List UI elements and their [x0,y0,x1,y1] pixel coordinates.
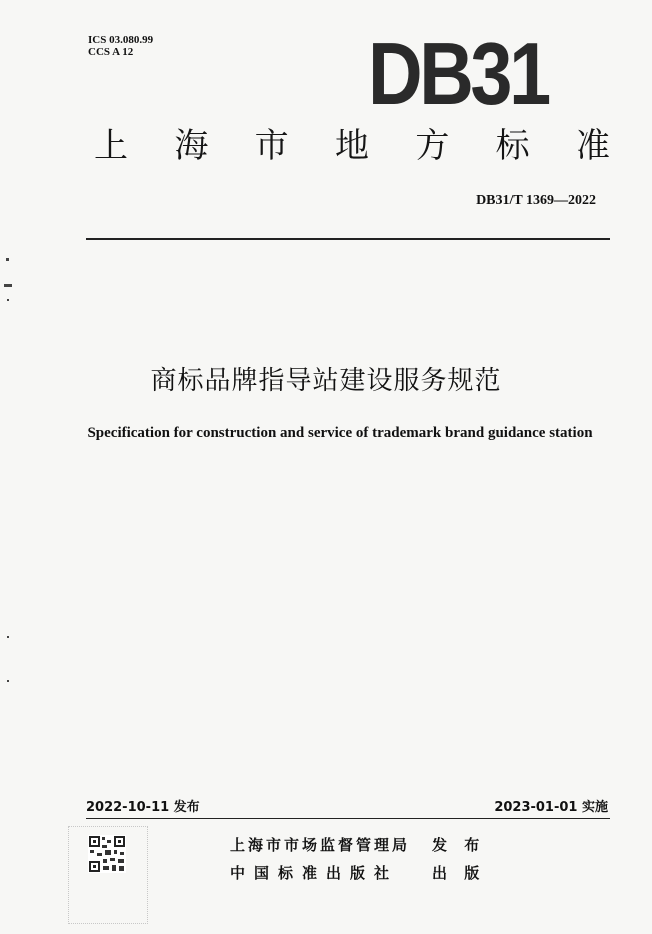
standard-type-char: 方 [415,126,450,166]
ics-code: ICS 03.080.99 [88,34,154,46]
issuing-action: 发 布 [432,836,486,854]
db31-logo: DB31 [368,24,548,123]
issuing-authority: 上海市市场监督管理局 [230,836,411,854]
scan-mark [7,636,9,638]
document-title-english: Specification for construction and service of trademark brand guidance station [87,425,593,441]
standard-type-char: 上 [94,126,128,166]
standard-type-heading [94,126,610,166]
standard-type-char: 海 [174,126,209,166]
standard-type-char: 标 [495,126,530,166]
footer-divider [86,818,610,819]
scan-mark [6,258,9,261]
standard-number: DB31/T 1369—2022 [476,193,596,208]
document-title-chinese: 商标品牌指导站建设服务规范 [150,366,502,396]
release-date: 2022-10-11 发布 [86,800,200,815]
standard-type-char: 地 [334,126,369,166]
implementation-date: 2023-01-01 实施 [494,800,608,815]
scan-mark [7,299,9,301]
standard-type-char: 准 [575,126,610,166]
scan-mark [4,284,12,287]
header-divider [86,238,610,240]
ccs-code: CCS A 12 [88,46,134,58]
publishing-house: 中国标准出版社 [230,864,399,882]
standard-type-char: 市 [254,126,289,166]
scan-mark [7,680,9,682]
qr-code-icon [88,835,126,873]
classification-codes [88,34,153,58]
publishing-action: 出 版 [432,864,486,882]
